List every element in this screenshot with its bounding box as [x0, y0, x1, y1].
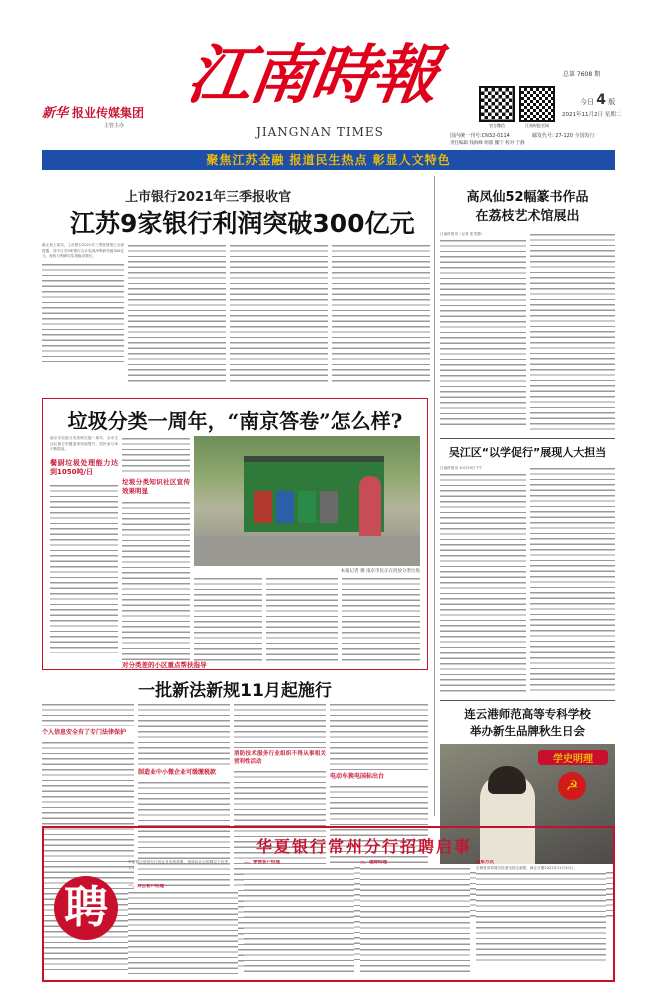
- qr-code-wechat: [479, 86, 515, 122]
- ad-col-3: [360, 860, 470, 976]
- slogan-banner: [42, 150, 615, 170]
- garbage-photo-caption: 本报记者 摄 南京市民正在投放分类垃圾: [340, 569, 420, 574]
- bin-blue: [276, 491, 294, 523]
- ad-position-3: 三、理财经理: [360, 860, 387, 865]
- sponsor-logo: [42, 100, 192, 130]
- garbage-col-5: [342, 576, 420, 664]
- garbage-col-4: [266, 576, 338, 664]
- ad-title: 华夏银行常州分行招聘启事: [255, 837, 472, 856]
- laws-sub4: 电动车换电国标出台: [330, 773, 385, 780]
- staff-line: 责任编辑 钱海峰 组版 魏宁 校对 于静: [450, 141, 525, 146]
- art-col-2: [530, 232, 615, 432]
- headline-banks: 江苏9家银行利润突破300亿元: [70, 209, 415, 238]
- wujiang-col-2: [530, 466, 615, 694]
- garbage-sub3: 对分类差的小区重点帮扶指导: [122, 661, 207, 669]
- student-hair: [488, 766, 526, 794]
- page-unit: 版: [608, 98, 616, 106]
- laws-sub3: 消防技术服务行业组织不得从事相关营利性活动: [234, 751, 326, 765]
- art-byline: 江南时报讯（记者 张雪静）: [440, 232, 485, 236]
- art-col-1: [440, 232, 526, 432]
- ad-position-2: 二、零售客户经理: [244, 860, 280, 865]
- cn-number: 国内统一刊号:CN32-0114: [450, 133, 510, 139]
- wujiang-col-1: [440, 466, 526, 694]
- party-emblem: ☭: [558, 772, 586, 800]
- sponsor-sub: 主管主办: [104, 123, 125, 129]
- headline-lianyungang: [440, 706, 615, 740]
- photo-sign: 学史明理: [538, 750, 608, 765]
- banks-body-col-4: [332, 243, 430, 383]
- issue-date: 2021年11月2日 星期二: [562, 112, 622, 118]
- issue-total: 总第 7608 期: [563, 71, 601, 78]
- headline-art-line1: 高凤仙52幅篆书作品: [466, 190, 589, 205]
- bin-red: [254, 491, 272, 523]
- ad-contact-title: 联系方式: [476, 860, 494, 865]
- ad-col-4: [476, 860, 606, 976]
- banks-body-col-2: [128, 243, 226, 383]
- newspaper-title: 江南時報: [182, 38, 442, 113]
- garbage-col-1: [50, 436, 118, 664]
- recruitment-ad: [42, 826, 615, 982]
- ad-col-1: [128, 884, 238, 976]
- page-label: 今日: [580, 98, 594, 106]
- masthead: [0, 0, 657, 150]
- kicker-banks: 上市银行2021年三季报收官: [125, 190, 292, 205]
- bin-green: [298, 491, 316, 523]
- headline-art-line2: 在荔枝艺术馆展出: [475, 209, 580, 224]
- headline-lyg-line1: 连云港师范高等专科学校: [464, 707, 591, 721]
- ad-contact: 应聘者请将简历投递至指定邮箱，截止日期2021年11月30日。: [476, 865, 577, 870]
- banks-body-col-3: [230, 243, 328, 383]
- headline-lyg-line2: 举办新生品牌秋生日会: [470, 724, 585, 738]
- section-rule-1: [440, 438, 615, 439]
- headline-art: [440, 188, 615, 226]
- qr-code-web: [519, 86, 555, 122]
- qr-label-web: 江南时报官网: [525, 123, 549, 128]
- ad-position-1: 一、对公客户经理: [128, 884, 164, 889]
- slogan-text: 聚焦江苏金融 报道民生热点 彰显人文特色: [206, 153, 451, 167]
- pavement: [194, 536, 420, 566]
- garbage-photo: [194, 436, 420, 566]
- garbage-lead: 南京市垃圾分类条例实施一周年，全市生活垃圾分类覆盖率持续提升，居民参与率不断提高。: [50, 436, 118, 452]
- garbage-col-3: [194, 576, 262, 664]
- ad-col-2: [244, 860, 354, 976]
- headline-garbage: 垃圾分类一周年，“南京答卷”怎么样?: [67, 409, 403, 433]
- page-count: [580, 92, 615, 108]
- right-divider: [434, 176, 435, 816]
- sponsor-logo-mark: 新华: [42, 106, 69, 121]
- garbage-sub2: 垃圾分类知识社区宣传效果明显: [122, 478, 190, 495]
- wujiang-byline: 江南时报讯 10月29日下午: [440, 466, 483, 470]
- laws-sub1: 个人信息安全有了专门法律保护: [42, 729, 127, 736]
- section-rule-2: [440, 700, 615, 701]
- ad-badge: 聘: [54, 876, 118, 940]
- laws-sub2: 制造业中小微企业可缓缴税款: [138, 769, 217, 776]
- page-number: 4: [596, 92, 606, 108]
- ad-intro: 华夏银行常州分行因业务发展需要，现面向社会招聘以下优秀人才：: [128, 860, 228, 870]
- headline-wujiang: 吴江区“以学促行”展现人大担当: [448, 446, 607, 459]
- bin-grey: [320, 491, 338, 523]
- garbage-sub1: 餐厨垃圾处理能力达到1050吨/日: [50, 458, 118, 476]
- banks-body-col-1: [42, 243, 124, 381]
- sponsor-name: 报业传媒集团: [72, 106, 145, 120]
- qr-label-wechat: 官方微信: [489, 123, 505, 128]
- headline-laws: 一批新法新规11月起施行: [138, 681, 332, 701]
- newspaper-title-en: JIANGNAN TIMES: [256, 125, 384, 139]
- garbage-col-2: [122, 436, 190, 664]
- banks-lead: 截止到上周末，上市银行2021年三季度财报已全部披露，其中江苏9家银行合计实现净利润突破300亿元，营收与利润均实现稳步增长。: [42, 243, 124, 259]
- price-line: 邮发代号: 27-120 全国发行: [532, 133, 595, 139]
